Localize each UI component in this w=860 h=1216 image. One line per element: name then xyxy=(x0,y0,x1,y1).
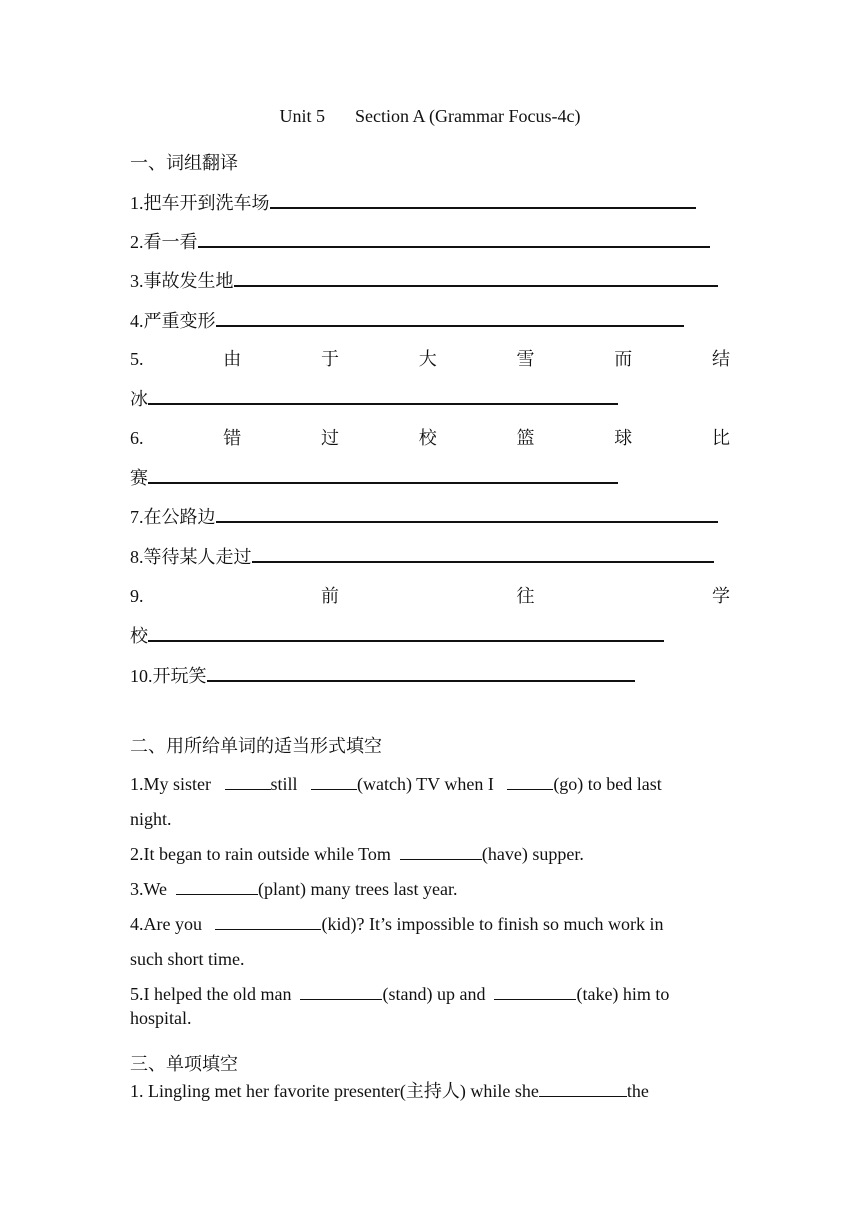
answer-blank[interactable] xyxy=(207,663,635,682)
answer-blank[interactable] xyxy=(176,877,258,895)
part2-q1-cont: night. xyxy=(130,809,172,829)
answer-blank[interactable] xyxy=(507,772,553,790)
part2-q5-cont: hospital. xyxy=(130,1008,192,1028)
part1-item-1: 1.把车开到洗车场 xyxy=(130,190,730,215)
part1-item-6-cont: 赛 xyxy=(130,465,730,490)
unit-label: Unit 5 xyxy=(279,106,326,126)
answer-blank[interactable] xyxy=(300,982,382,1000)
answer-blank[interactable] xyxy=(252,544,714,563)
part2-q1: 1.My sister still (watch) TV when I (go) to bed last xyxy=(130,774,662,794)
answer-blank[interactable] xyxy=(148,623,664,642)
answer-blank[interactable] xyxy=(148,386,618,405)
part2-q4: 4.Are you (kid)? It’s impossible to finish so much work in xyxy=(130,914,664,934)
part1-item-5: 5. 由 于 大 雪 而 结 xyxy=(130,349,730,369)
part3-q1: 1. Lingling met her favorite presenter(主持人) while she the xyxy=(130,1081,649,1101)
answer-blank[interactable] xyxy=(216,504,718,523)
part2-q5: 5.I helped the old man (stand) up and (take) him to xyxy=(130,984,670,1004)
page-title xyxy=(0,104,860,128)
answer-blank[interactable] xyxy=(270,190,696,209)
answer-blank[interactable] xyxy=(494,982,576,1000)
answer-blank[interactable] xyxy=(216,308,684,327)
part1-heading: 一、词组翻译 xyxy=(130,153,238,173)
answer-blank[interactable] xyxy=(234,268,718,287)
answer-blank[interactable] xyxy=(215,912,321,930)
part1-item-7: 7.在公路边 xyxy=(130,504,730,529)
part1-item-8: 8.等待某人走过 xyxy=(130,544,730,569)
answer-blank[interactable] xyxy=(225,772,271,790)
answer-blank[interactable] xyxy=(198,229,710,248)
answer-blank[interactable] xyxy=(148,465,618,484)
part1-item-6: 6. 错 过 校 篮 球 比 xyxy=(130,428,730,448)
part1-item-4: 4.严重变形 xyxy=(130,308,730,333)
part1-item-2: 2.看一看 xyxy=(130,229,730,254)
section-label: Section A (Grammar Focus-4c) xyxy=(355,106,581,126)
part2-q2: 2.It began to rain outside while Tom (have) supper. xyxy=(130,844,584,864)
part1-item-9: 9. 前 往 学 xyxy=(130,586,730,606)
part3-heading: 三、单项填空 xyxy=(130,1054,238,1074)
answer-blank[interactable] xyxy=(311,772,357,790)
part1-item-3: 3.事故发生地 xyxy=(130,268,730,293)
part1-item-9-cont: 校 xyxy=(130,623,730,648)
part2-heading: 二、用所给单词的适当形式填空 xyxy=(130,736,382,756)
part1-item-5-cont: 冰 xyxy=(130,386,730,411)
part1-item-10: 10.开玩笑 xyxy=(130,663,730,688)
part2-q3: 3.We (plant) many trees last year. xyxy=(130,879,458,899)
answer-blank[interactable] xyxy=(539,1079,627,1097)
answer-blank[interactable] xyxy=(400,842,482,860)
part2-q4-cont: such short time. xyxy=(130,949,245,969)
